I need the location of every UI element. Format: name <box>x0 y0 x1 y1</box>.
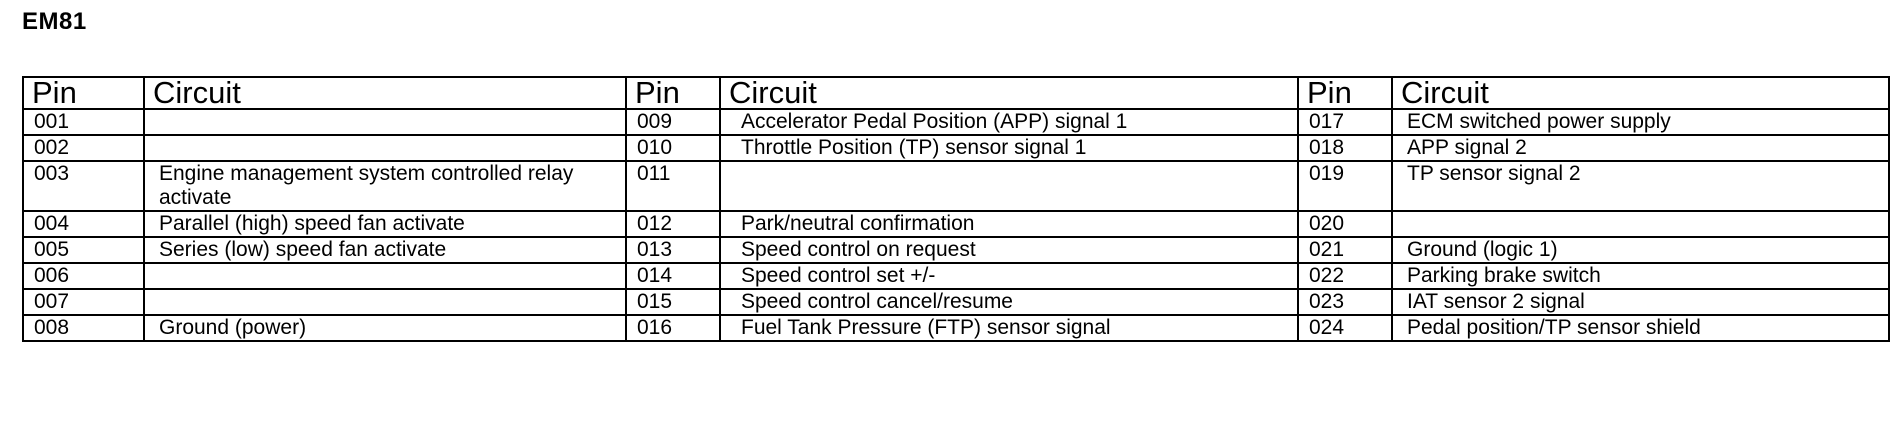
circuit-description <box>1392 211 1889 237</box>
circuit-description: Park/neutral confirmation <box>720 211 1298 237</box>
table-row <box>23 289 1889 315</box>
table-row <box>23 263 1889 289</box>
pin-number: 006 <box>23 263 144 289</box>
header-pin: Pin <box>23 77 144 109</box>
circuit-description: Throttle Position (TP) sensor signal 1 <box>720 135 1298 161</box>
circuit-description <box>144 289 626 315</box>
circuit-description: Speed control on request <box>720 237 1298 263</box>
pin-number: 012 <box>626 211 720 237</box>
table-row <box>23 211 1889 237</box>
circuit-description <box>720 161 1298 211</box>
table-header-row <box>23 77 1889 109</box>
circuit-description: Ground (logic 1) <box>1392 237 1889 263</box>
pin-number: 011 <box>626 161 720 211</box>
pin-number: 018 <box>1298 135 1392 161</box>
circuit-description: Speed control set +/- <box>720 263 1298 289</box>
pin-number: 022 <box>1298 263 1392 289</box>
header-circuit: Circuit <box>144 77 626 109</box>
pin-number: 009 <box>626 109 720 135</box>
header-pin: Pin <box>626 77 720 109</box>
pin-number: 010 <box>626 135 720 161</box>
circuit-description: Pedal position/TP sensor shield <box>1392 315 1889 341</box>
circuit-description <box>144 263 626 289</box>
circuit-description: Engine management system controlled relay activate <box>144 161 626 211</box>
circuit-description: APP signal 2 <box>1392 135 1889 161</box>
pin-number: 015 <box>626 289 720 315</box>
pin-number: 001 <box>23 109 144 135</box>
pin-number: 024 <box>1298 315 1392 341</box>
pin-circuit-table <box>22 76 1890 342</box>
circuit-description: ECM switched power supply <box>1392 109 1889 135</box>
pin-number: 004 <box>23 211 144 237</box>
header-circuit: Circuit <box>1392 77 1889 109</box>
pin-number: 014 <box>626 263 720 289</box>
table-row <box>23 135 1889 161</box>
pin-number: 023 <box>1298 289 1392 315</box>
pin-number: 017 <box>1298 109 1392 135</box>
circuit-description <box>144 135 626 161</box>
table-row <box>23 109 1889 135</box>
table-row <box>23 315 1889 341</box>
circuit-description: IAT sensor 2 signal <box>1392 289 1889 315</box>
pin-number: 003 <box>23 161 144 211</box>
circuit-description: Accelerator Pedal Position (APP) signal 1 <box>720 109 1298 135</box>
pin-number: 016 <box>626 315 720 341</box>
circuit-description: Fuel Tank Pressure (FTP) sensor signal <box>720 315 1298 341</box>
pin-number: 002 <box>23 135 144 161</box>
pin-number: 007 <box>23 289 144 315</box>
circuit-description <box>144 109 626 135</box>
table-row <box>23 161 1889 211</box>
pin-number: 020 <box>1298 211 1392 237</box>
pin-number: 021 <box>1298 237 1392 263</box>
header-circuit: Circuit <box>720 77 1298 109</box>
circuit-description: Speed control cancel/resume <box>720 289 1298 315</box>
pin-number: 005 <box>23 237 144 263</box>
circuit-description: Parallel (high) speed fan activate <box>144 211 626 237</box>
pin-number: 013 <box>626 237 720 263</box>
circuit-description: Ground (power) <box>144 315 626 341</box>
pin-number: 019 <box>1298 161 1392 211</box>
circuit-description: Parking brake switch <box>1392 263 1889 289</box>
circuit-description: TP sensor signal 2 <box>1392 161 1889 211</box>
circuit-description: Series (low) speed fan activate <box>144 237 626 263</box>
pin-number: 008 <box>23 315 144 341</box>
connector-title: EM81 <box>22 8 87 35</box>
header-pin: Pin <box>1298 77 1392 109</box>
table-row <box>23 237 1889 263</box>
